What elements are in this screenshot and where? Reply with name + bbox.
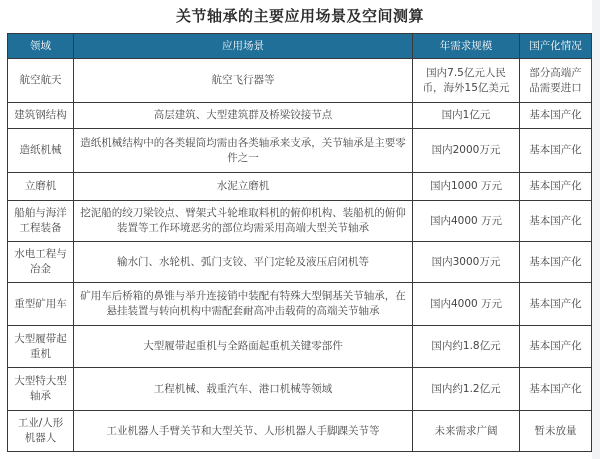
cell-field: 航空航天 (8, 59, 74, 103)
cell-localization: 基本国产化 (520, 103, 592, 129)
cell-demand: 国内7.5亿元人民币，海外15亿美元 (413, 59, 520, 103)
cell-demand: 国内1亿元 (413, 103, 520, 129)
table-row (8, 173, 592, 201)
cell-field: 重型矿用车 (8, 283, 74, 326)
table-row (8, 129, 592, 173)
cell-field: 水电工程与冶金 (8, 242, 74, 283)
column-header-demand: 年需求规模 (413, 34, 520, 59)
table-row (8, 242, 592, 283)
table-row (8, 411, 592, 452)
cell-demand: 国内4000 万元 (413, 283, 520, 326)
table-row (8, 368, 592, 411)
cell-scene: 工程机械、载重汽车、港口机械等领域 (74, 368, 413, 411)
cell-demand: 国内4000 万元 (413, 201, 520, 242)
cell-localization: 基本国产化 (520, 326, 592, 368)
cell-localization: 基本国产化 (520, 173, 592, 201)
cell-field: 大型履带起重机 (8, 326, 74, 368)
cell-field: 建筑钢结构 (8, 103, 74, 129)
cell-localization: 部分高端产品需要进口 (520, 59, 592, 103)
cell-demand: 国内约1.2亿元 (413, 368, 520, 411)
cell-demand: 国内3000万元 (413, 242, 520, 283)
column-header-field: 领域 (8, 34, 74, 59)
table-row (8, 283, 592, 326)
application-table (7, 33, 592, 452)
cell-localization: 基本国产化 (520, 368, 592, 411)
cell-scene: 大型履带起重机与全路面起重机关键零部件 (74, 326, 413, 368)
cell-scene: 高层建筑、大型建筑群及桥梁铰接节点 (74, 103, 413, 129)
cell-scene: 造纸机械结构中的各类辊筒均需由各类轴承来支承，关节轴承是主要零件之一 (74, 129, 413, 173)
table-row (8, 326, 592, 368)
cell-demand: 国内2000万元 (413, 129, 520, 173)
cell-field: 立磨机 (8, 173, 74, 201)
cell-localization: 暂未放量 (520, 411, 592, 452)
cell-localization: 基本国产化 (520, 283, 592, 326)
cell-field: 造纸机械 (8, 129, 74, 173)
table-row (8, 59, 592, 103)
cell-localization: 基本国产化 (520, 201, 592, 242)
table-row (8, 103, 592, 129)
cell-localization: 基本国产化 (520, 242, 592, 283)
page-title: 关节轴承的主要应用场景及空间测算 (175, 7, 424, 25)
cell-scene: 水泥立磨机 (74, 173, 413, 201)
table-row (8, 201, 592, 242)
cell-demand: 未来需求广阔 (413, 411, 520, 452)
cell-scene: 矿用车后桥箱的鼻锥与举升连接销中装配有特殊大型铜基关节轴承，在悬挂装置与转向机构中需配套耐高冲击载荷的高端关节轴承 (74, 283, 413, 326)
cell-scene: 航空飞行器等 (74, 59, 413, 103)
cell-scene: 输水门、水轮机、弧门支铰、平门定轮及液压启闭机等 (74, 242, 413, 283)
column-header-localization: 国产化情况 (520, 34, 592, 59)
table-header-row (8, 34, 592, 59)
cell-demand: 国内1000 万元 (413, 173, 520, 201)
cell-field: 工业/人形机器人 (8, 411, 74, 452)
cell-scene: 工业机器人手臂关节和大型关节、人形机器人手脚踝关节等 (74, 411, 413, 452)
page-edge-strip (592, 0, 600, 459)
cell-field: 大型特大型轴承 (8, 368, 74, 411)
column-header-scene: 应用场景 (74, 34, 413, 59)
cell-localization: 基本国产化 (520, 129, 592, 173)
cell-demand: 国内约1.8亿元 (413, 326, 520, 368)
cell-field: 船舶与海洋工程装备 (8, 201, 74, 242)
cell-scene: 挖泥船的绞刀梁铰点、臂架式斗轮堆取料机的俯仰机构、装船机的俯仰装置等工作环境恶劣的部位均需采用高端大型关节轴承 (74, 201, 413, 242)
